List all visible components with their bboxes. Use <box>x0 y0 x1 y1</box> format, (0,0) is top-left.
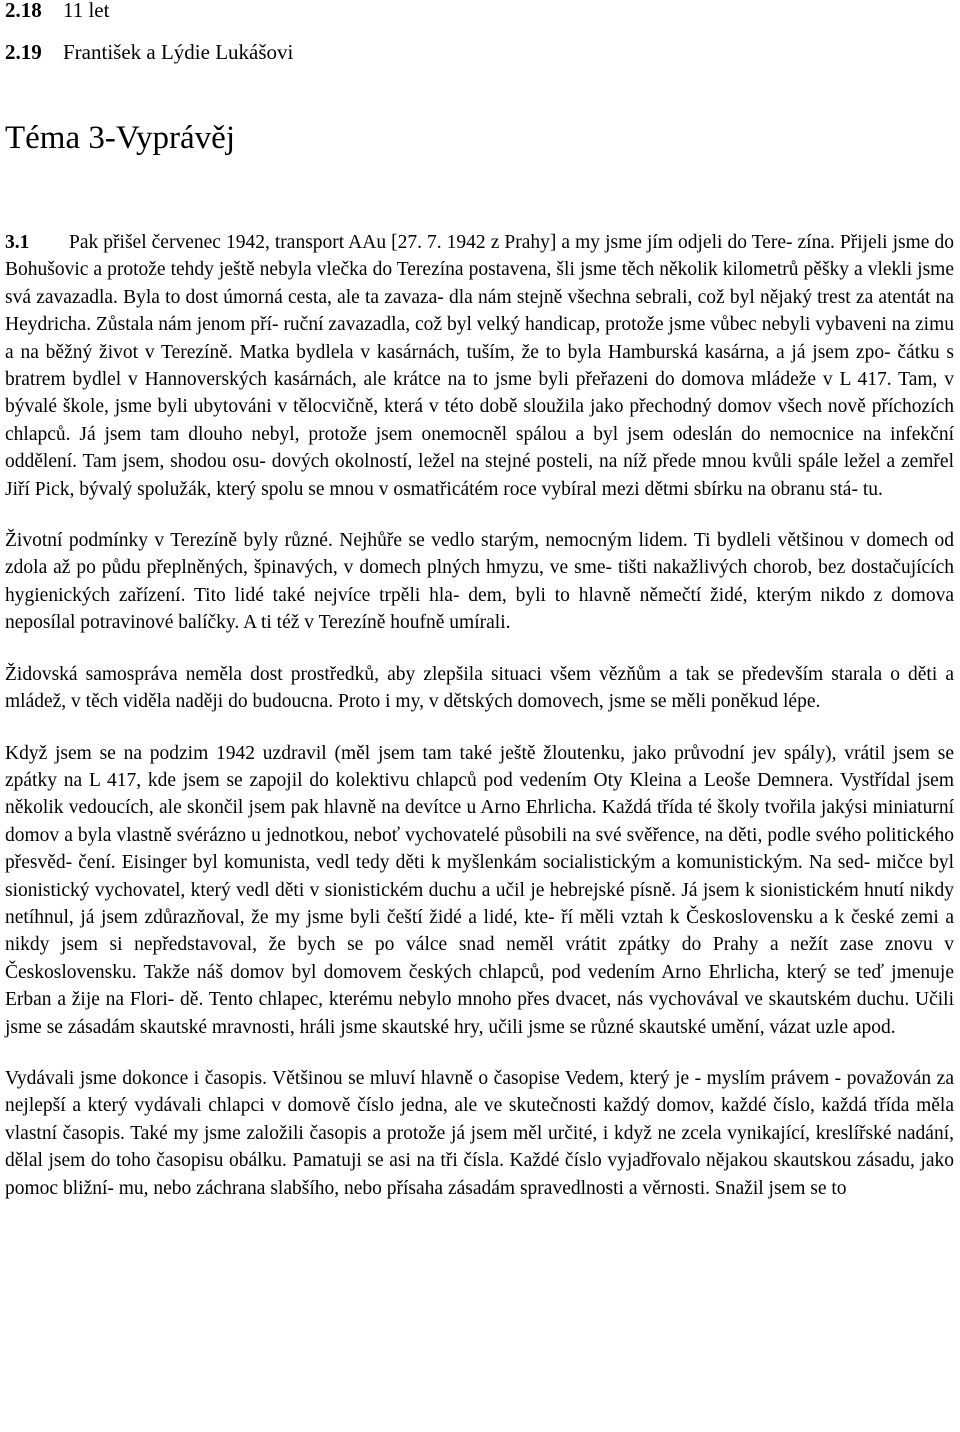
toc-entry-number: 2.18 <box>5 0 42 22</box>
text-line: bývalý spolužák, který spolu se mnou v osmatřicátém roce vybíral mezi dětmi sbírku na obranu stá- <box>79 478 858 500</box>
text-line: dových okolností, ležel na stejné posteli, na níž přede mnou kvůli spále ležel a zemřel Jiří Pick, <box>5 451 954 500</box>
paragraph <box>5 661 954 716</box>
paragraph <box>5 527 954 637</box>
section-number: 3.1 <box>5 232 30 253</box>
text-line: vázat uzle apod. <box>769 1016 896 1038</box>
text-line: mu, nebo záchrana slabšího, nebo přísaha zásadám spravedlnosti a věrnosti. Snažil jsem se to <box>118 1177 847 1199</box>
text-line: Když jsem se na podzim 1942 uzdravil (měl jsem tam také ještě žloutenku, jako průvodní jev <box>5 742 777 764</box>
text-line: dem, byli to hlavně němečtí židé, kterým nikdo z domova neposílal potravinové balíčky. A ti též v <box>5 584 954 634</box>
text-line: tu. <box>862 478 883 500</box>
text-line: právem - považován za nejlepší a který vydávali chlapci v domově číslo jedna, ale ve skutečnosti <box>5 1067 954 1117</box>
text-line: spály), vrátil jsem se zpátky na L 417, kde jsem se zapojil do kolektivu chlapců pod vedením Oty <box>5 742 954 791</box>
chapter-heading: Téma 3-Vyprávěj <box>5 120 235 156</box>
text-line: život v Terezíně. Matka bydlela v kasárnách, tuším, že to byla Hamburská kasárna, a já jsem zpo- <box>99 341 891 363</box>
text-line: Pamatuji se asi na tři čísla. Každé číslo vyjadřovalo nějakou skautskou zásadu, jako pomoc bližní- <box>5 1150 955 1199</box>
text-line: dě. Tento chlapec, kterému nebylo mnoho přes dvacet, nás vychovával ve skautském duchu. Učili <box>180 989 955 1011</box>
text-line: ruční zavazadla, což byl velký handicap, protože jsme vůbec nebyli vybaveni na zimu a na běžný <box>5 314 955 363</box>
text-line: čátku s bratrem bydlel v Hannoverských kasárnách, ale krátce na to jsme byli přeřazeni do domova <box>5 341 955 391</box>
text-line: čení. Eisinger byl komunista, vedl tedy děti k myšlenkám socialistickým a komunistickým. Na sed- <box>78 852 871 874</box>
text-line: Pak přišel červenec 1942, transport AAu [27. 7. 1942 z Prahy] a my jsme jím odjeli do Tere- <box>69 232 793 253</box>
text-line: jednotkou, neboť vychovatelé působili na své svěřence, na děti, podle svého politického přesvěd- <box>5 824 954 874</box>
text-line: zína. Přijeli jsme do Bohušovic a protože tehdy ještě nebyla vlečka do Terezína postavena, šli jsme <box>5 232 954 281</box>
text-line: dla nám stejně všechna sebrali, což byl nějaký trest za atentát na Heydricha. Zůstala nám jenom pří- <box>5 286 955 336</box>
text-line: Židovská samospráva neměla dost prostředků, aby zlepšila situaci všem vězňům a tak se především <box>5 663 824 685</box>
toc-entry <box>5 38 293 66</box>
text-line: já jsem měl určité, i když ne zcela vynikající, kreslířské nadání, dělal jsem do toho časopisu obálku. <box>5 1122 954 1172</box>
paragraph <box>5 740 954 1041</box>
text-line: onemocněl spálou a byl jsem odeslán do nemocnice na infekční oddělení. Tam jsem, shodou osu- <box>5 423 954 473</box>
text-line: Kleina a Leoše Demnera. Vystřídal jsem několik vedoucích, ale skončil jsem pak hlavně na devítce <box>5 769 954 819</box>
text-line: mládeže v L 417. Tam, v bývalé škole, jsme byli ubytováni v tělocvičně, která v této době sloužila <box>5 369 954 418</box>
text-line: každý domov, každé číslo, každá třída měla vlastní časopis. Také my jsme založili časopis a protože <box>5 1095 955 1144</box>
paragraph <box>5 1065 954 1202</box>
text-line: jsme se zásadám skautské mravnosti, hráli jsme skautské hry, učili jsme se různé skautské umění, <box>5 1016 765 1038</box>
text-line: snad neměl vrátit zpátky do Prahy a nežít zase znovu v Československu. Takže náš domov byl <box>5 934 954 983</box>
text-line: většinou v domech od zdola až po půdu přeplněných, špinavých, v domech plných hmyzu, ve sme- <box>5 530 955 579</box>
toc-entry <box>5 0 109 24</box>
text-line: Životní podmínky v Terezíně byly různé. Nejhůře se vedlo starým, nemocným lidem. Ti bydleli <box>5 530 772 552</box>
text-line: mičce byl sionistický vychovatel, který vedl děti v sionistickém duchu a učil je hebrejské písně. Já <box>5 852 954 901</box>
body-text <box>5 229 954 1202</box>
text-line: měli poněkud lépe. <box>671 691 821 713</box>
text-line: domovem českých chlapců, pod vedením Arno Ehrlicha, který se teď jmenuje Erban a žije na Flori- <box>5 961 954 1011</box>
toc-entry-title: 11 let <box>63 0 110 22</box>
text-line: jako přechodný domov všech nově příchozích chlapců. Já jsem tam dlouho nebyl, protože jsem <box>5 396 955 445</box>
toc-entry-number: 2.19 <box>5 40 42 64</box>
text-line: těch několik kilometrů pěšky a vlekli jsme svá zavazadla. Byla to dost úmorná cesta, ale ta zavaza- <box>5 259 954 308</box>
paragraph <box>5 229 954 503</box>
text-line: Vydávali jsme dokonce i časopis. Většinou se mluví hlavně o časopise Vedem, který je - myslím <box>5 1067 766 1089</box>
text-line: ří měli vztah k Československu a k české zemi a nikdy jsem si nepředstavoval, že bych se po válce <box>5 906 955 956</box>
text-line: tišti nakažlivých chorob, bez dostačujících hygienických zařízení. Tito lidé také nejvíce trpěli hla- <box>5 557 955 606</box>
toc-entry-title: František a Lýdie Lukášovi <box>63 40 294 64</box>
text-line: u Arno Ehrlicha. Každá třída té školy tvořila jakýsi miniaturní domov a byla vlastně svérázno u <box>5 797 954 846</box>
text-line: jsem k sionistickém hnutí nikdy netíhnul, já jsem zdůrazňoval, že my jsme byli čeští židé a lidé, kte- <box>5 879 954 928</box>
text-line: Terezíně houfně umírali. <box>318 612 511 634</box>
text-line: starala o děti a mládež, v těch viděla naději do budoucna. Proto i my, v dětských domovech, jsme se <box>5 663 954 713</box>
